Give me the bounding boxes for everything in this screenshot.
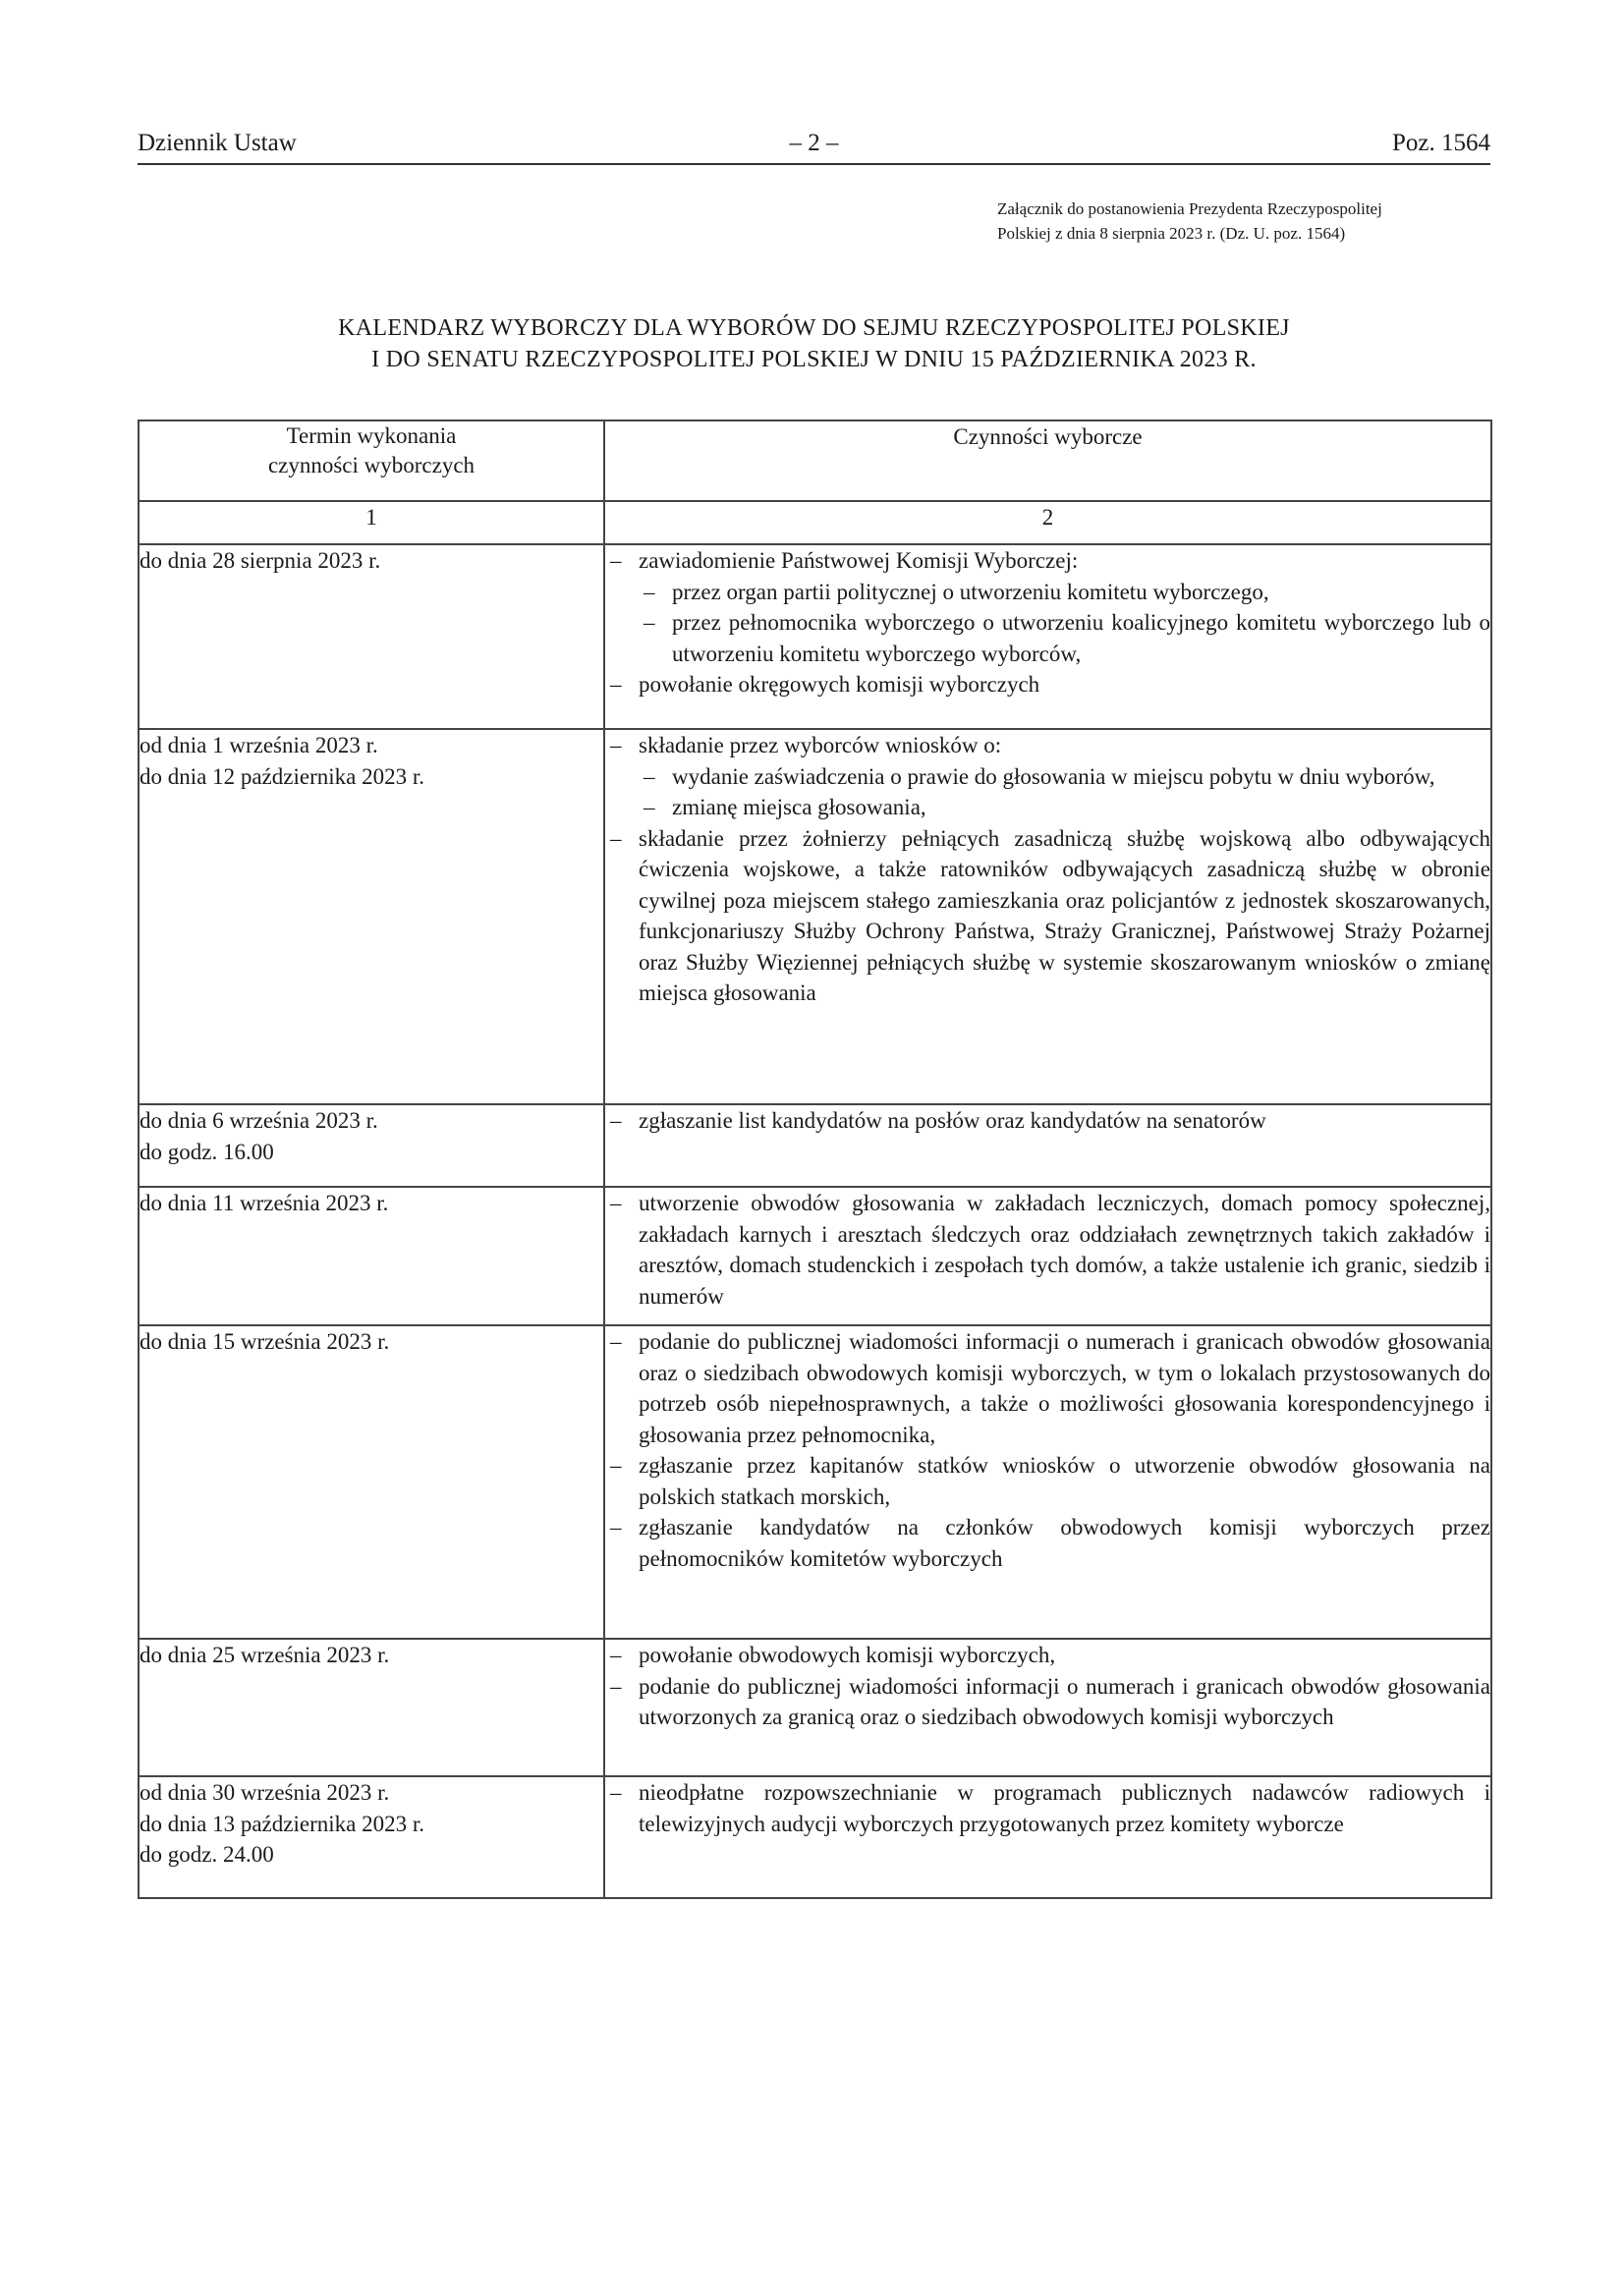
- term-line: do dnia 12 października 2023 r.: [140, 763, 424, 789]
- action-text: zgłaszanie list kandydatów na posłów oraz kandydatów na senatorów: [639, 1108, 1266, 1133]
- table-row: [139, 729, 1491, 1104]
- term-cell: [139, 1104, 604, 1187]
- header-label: czynności wyborczych: [267, 453, 476, 477]
- action-item: [605, 1105, 1490, 1137]
- table-row: [139, 1776, 1491, 1898]
- action-text: powołanie okręgowych komisji wyborczych: [639, 672, 1040, 697]
- action-text: utworzenie obwodów głosowania w zakładach leczniczych, domach pomocy społecznej, zakładach karnych i aresztach śledczych oraz oddziałach zewnętrznych takich zakładów i aresztów, domach studenckich i zespołach tych domów, a także ustalenie ich granic, siedzib i numerów: [639, 1191, 1490, 1309]
- action-item: [605, 1326, 1490, 1450]
- dash-bullet-icon: –: [644, 610, 655, 635]
- term-line: do dnia 13 października 2023 r.: [140, 1811, 424, 1836]
- term-line: do dnia 6 września 2023 r.: [140, 1108, 378, 1133]
- dash-bullet-icon: –: [644, 795, 655, 819]
- term-cell: [139, 1776, 604, 1898]
- column-number: 2: [604, 501, 1491, 544]
- column-number-row: [139, 501, 1491, 544]
- action-text: nieodpłatne rozpowszechnianie w programach publicznych nadawców radiowych i telewizyjnych audycji wyborczych przygotowanych przez komitety wyborcze: [639, 1780, 1490, 1836]
- title-line: KALENDARZ WYBORCZY DLA WYBORÓW DO SEJMU RZECZYPOSPOLITEJ POLSKIEJ: [338, 315, 1290, 341]
- dash-bullet-icon: –: [610, 548, 622, 573]
- sub-action-item: [605, 577, 1490, 608]
- term-line: do dnia 28 sierpnia 2023 r.: [140, 548, 381, 573]
- action-item: [605, 545, 1490, 577]
- actions-cell: [604, 729, 1491, 1104]
- sub-action-item: [605, 792, 1490, 823]
- actions-cell: [604, 1187, 1491, 1325]
- action-item: [605, 1640, 1490, 1671]
- table-row: [139, 1104, 1491, 1187]
- term-line: do dnia 25 września 2023 r.: [140, 1643, 390, 1667]
- page-number: – 2 –: [789, 130, 839, 156]
- term-cell: [139, 1325, 604, 1639]
- action-text: podanie do publicznej wiadomości informacji o numerach i granicach obwodów głosowania oraz o siedzibach obwodowych komisji wyborczych, w tym o lokalach przystosowanych do potrzeb osób niepełnosprawnych, a także o możliwości głosowania korespondencyjnego i głosowania przez pełnomocnika,: [639, 1329, 1490, 1447]
- action-text: zmianę miejsca głosowania,: [672, 795, 926, 819]
- actions-cell: [604, 544, 1491, 729]
- term-line: do godz. 24.00: [140, 1842, 274, 1867]
- action-text: powołanie obwodowych komisji wyborczych,: [639, 1643, 1056, 1667]
- dash-bullet-icon: –: [644, 763, 655, 789]
- dash-bullet-icon: –: [610, 825, 622, 851]
- election-calendar-table: [138, 420, 1492, 1899]
- action-text: zawiadomienie Państwowej Komisji Wyborczej:: [639, 548, 1079, 573]
- action-text: składanie przez wyborców wniosków o:: [639, 733, 1002, 757]
- action-item: [605, 730, 1490, 761]
- dash-bullet-icon: –: [610, 1673, 622, 1699]
- dash-bullet-icon: –: [610, 1453, 622, 1478]
- term-line: od dnia 30 września 2023 r.: [140, 1780, 390, 1805]
- actions-cell: [604, 1639, 1491, 1776]
- journal-name: Dziennik Ustaw: [138, 130, 297, 156]
- dash-bullet-icon: –: [610, 1329, 622, 1354]
- column-number: 1: [139, 501, 604, 544]
- actions-cell: [604, 1776, 1491, 1898]
- table-row: [139, 544, 1491, 729]
- action-text: przez pełnomocnika wyborczego o utworzeniu koalicyjnego komitetu wyborczego lub o utworzeniu komitetu wyborczego wyborców,: [672, 610, 1490, 666]
- actions-cell: [604, 1325, 1491, 1639]
- sub-action-item: [605, 761, 1490, 793]
- dash-bullet-icon: –: [610, 1780, 622, 1805]
- action-item: [605, 669, 1490, 700]
- term-cell: [139, 544, 604, 729]
- dash-bullet-icon: –: [610, 1108, 622, 1133]
- action-text: zgłaszanie kandydatów na członków obwodowych komisji wyborczych przez pełnomocników komitetów wyborczych: [639, 1515, 1490, 1571]
- title-line: I DO SENATU RZECZYPOSPOLITEJ POLSKIEJ W DNIU 15 PAŹDZIERNIKA 2023 R.: [371, 347, 1257, 372]
- header-cell-actions: Czynności wyborcze: [604, 420, 1491, 501]
- term-cell: [139, 1187, 604, 1325]
- actions-cell: [604, 1104, 1491, 1187]
- action-item: [605, 1512, 1490, 1574]
- term-line: do dnia 11 września 2023 r.: [140, 1191, 389, 1215]
- action-item: [605, 823, 1490, 1009]
- term-cell: [139, 729, 604, 1104]
- table-row: [139, 1325, 1491, 1639]
- table-body: [139, 544, 1491, 1898]
- dash-bullet-icon: –: [610, 1643, 622, 1667]
- action-item: [605, 1188, 1490, 1312]
- table-row: [139, 1639, 1491, 1776]
- dash-bullet-icon: –: [610, 1191, 622, 1215]
- dash-bullet-icon: –: [610, 733, 622, 757]
- action-text: wydanie zaświadczenia o prawie do głosowania w miejscu pobytu w dniu wyborów,: [672, 763, 1435, 789]
- sub-action-item: [605, 607, 1490, 669]
- term-cell: [139, 1639, 604, 1776]
- header-label: Termin wykonania: [286, 423, 457, 448]
- annex-note: [997, 196, 1508, 246]
- dash-bullet-icon: –: [610, 1515, 622, 1539]
- table-row: [139, 1187, 1491, 1325]
- table-header-row: [139, 420, 1491, 501]
- annex-line: Załącznik do postanowienia Prezydenta Rzeczypospolitej: [997, 199, 1382, 218]
- term-line: od dnia 1 września 2023 r.: [140, 733, 378, 757]
- action-text: zgłaszanie przez kapitanów statków wniosków o utworzenie obwodów głosowania na polskich statkach morskich,: [639, 1453, 1490, 1509]
- term-line: do dnia 15 września 2023 r.: [140, 1329, 390, 1354]
- action-item: [605, 1777, 1490, 1839]
- page-header: [138, 128, 1490, 165]
- dash-bullet-icon: –: [610, 672, 622, 697]
- action-text: podanie do publicznej wiadomości informacji o numerach i granicach obwodów głosowania utworzonych za granicą oraz o siedzibach obwodowych komisji wyborczych: [639, 1673, 1490, 1729]
- action-item: [605, 1450, 1490, 1512]
- header-cell-term: [139, 420, 604, 501]
- action-text: przez organ partii politycznej o utworzeniu komitetu wyborczego,: [672, 579, 1269, 604]
- position-number: Poz. 1564: [1392, 130, 1490, 156]
- term-line: do godz. 16.00: [140, 1139, 274, 1164]
- action-item: [605, 1671, 1490, 1733]
- action-text: składanie przez żołnierzy pełniących zasadniczą służbę wojskową albo odbywających ćwiczenia wojskowe, a także ratowników odbywających zasadniczą służbę w obronie cywilnej poza miejscem stałego zamieszkania oraz policjantów z jednostek skoszarowanych, funkcjonariuszy Służby Ochrony Państwa, Straży Granicznej, Państwowej Straży Pożarnej oraz Służby Więziennej pełniących służbę w systemie skoszarowanym wniosków o zmianę miejsca głosowania: [639, 825, 1490, 1005]
- dash-bullet-icon: –: [644, 579, 655, 604]
- document-title: [138, 312, 1490, 375]
- annex-line: Polskiej z dnia 8 sierpnia 2023 r. (Dz. U. poz. 1564): [997, 224, 1346, 243]
